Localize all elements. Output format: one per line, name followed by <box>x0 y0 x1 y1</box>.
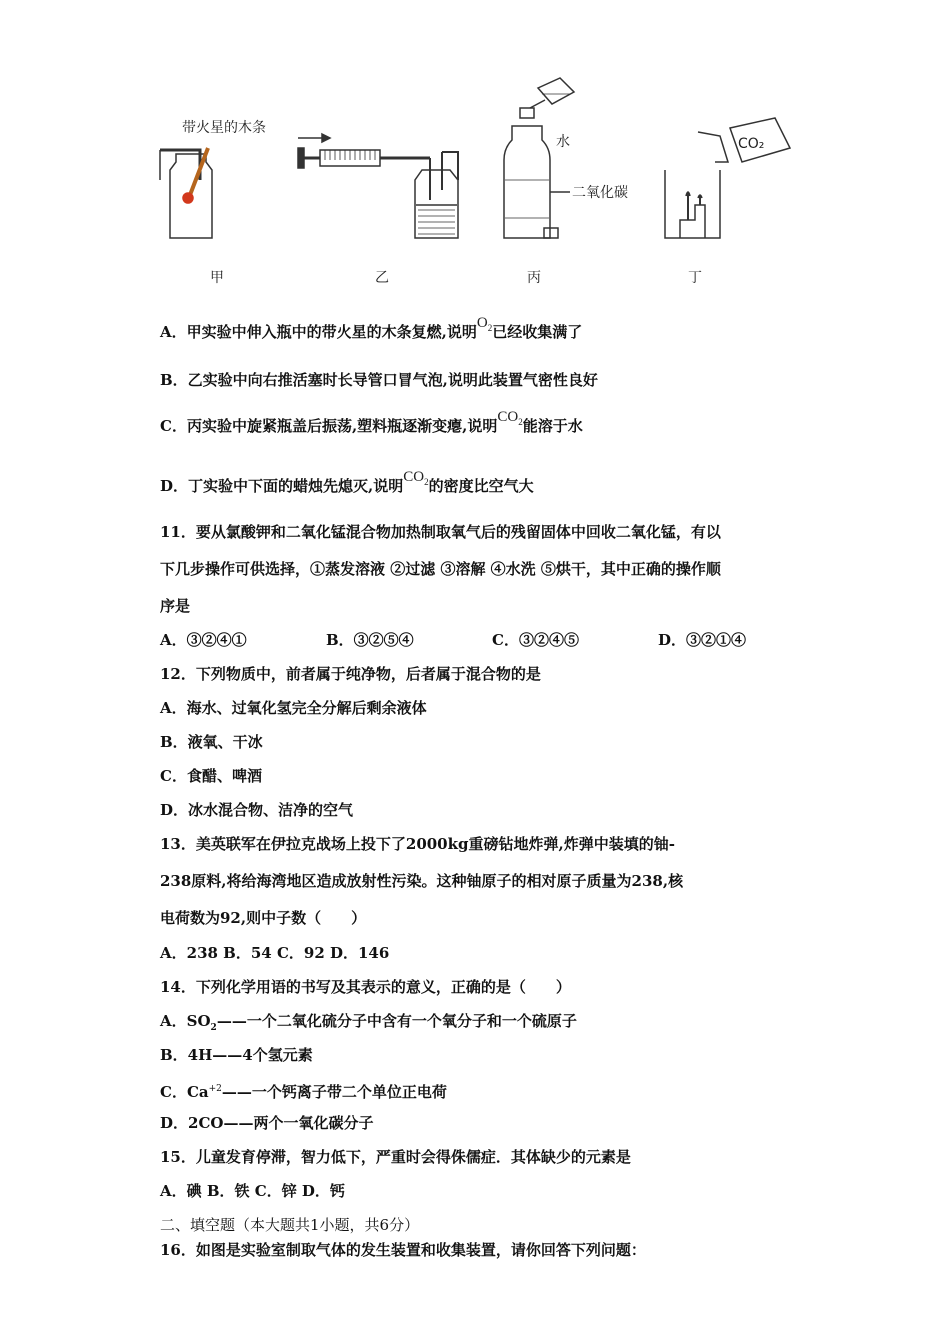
q12-stem: 12．下列物质中，前者属于纯净物，后者属于混合物的是 <box>160 665 541 683</box>
co2-box-label: CO₂ <box>738 136 765 152</box>
q10-option-a <box>160 315 583 348</box>
bing-apparatus <box>504 78 628 286</box>
q11-options <box>160 630 746 650</box>
co2-symbol-d: CO <box>403 469 425 485</box>
q14-option-c <box>160 1079 447 1102</box>
q11-option-c: C．③②④⑤ <box>492 631 579 649</box>
q12-option-a: A．海水、过氧化氢完全分解后剩余液体 <box>160 699 427 717</box>
co2-subscript-d: 2 <box>424 477 429 487</box>
q14-stem: 14．下列化学用语的书写及其表示的意义，正确的是（ ） <box>160 978 571 996</box>
co2-formula-c <box>497 407 522 432</box>
ca-charge-superscript: +2 <box>208 1084 222 1094</box>
q11-line2: 下几步操作可供选择，①蒸发溶液 ②过滤 ③溶解 ④水洗 ⑤烘干，其中正确的操作顺 <box>160 560 721 578</box>
section-heading: 二、填空题（本大题共1小题，共6分） <box>160 1216 420 1234</box>
q12-option-d: D．冰水混合物、洁净的空气 <box>160 801 354 819</box>
q10-option-c <box>160 409 583 442</box>
q10-d-tail: 的密度比空气大 <box>428 477 534 495</box>
co2-formula-d <box>403 467 428 492</box>
q14-option-d: D．2CO——两个一氧化碳分子 <box>160 1114 374 1132</box>
q11-option-b: B．③②⑤④ <box>326 631 414 649</box>
q16-stem: 16．如图是实验室制取气体的发生装置和收集装置，请你回答下列问题： <box>160 1241 646 1259</box>
q14-a-tail: ——一个二氧化硫分子中含有一个氧分子和一个硫原子 <box>216 1012 577 1030</box>
q14-option-b: B．4H——4个氢元素 <box>160 1046 313 1064</box>
q12-option-b: B．液氧、干冰 <box>160 733 263 751</box>
label-ding: 丁 <box>688 270 702 286</box>
q13-line2: 238原料,将给海湾地区造成放射性污染。这种铀原子的相对原子质量为238,核 <box>160 872 684 890</box>
q14-option-a <box>160 1011 577 1038</box>
q14-c-text: C．Ca <box>160 1083 209 1101</box>
jia-apparatus <box>160 119 266 286</box>
co2-subscript-c: 2 <box>518 417 523 427</box>
q14-a-text: A．SO <box>160 1012 211 1030</box>
q15-stem: 15．儿童发育停滞，智力低下，严重时会得侏儒症．其体缺少的元素是 <box>160 1148 631 1166</box>
q10-option-b: B．乙实验中向右推活塞时长导管口冒气泡,说明此装置气密性良好 <box>160 371 598 389</box>
q13-line3: 电荷数为92,则中子数（ ） <box>160 909 367 927</box>
q10-c-text: C．丙实验中旋紧瓶盖后振荡,塑料瓶逐渐变瘪,说明 <box>160 417 498 435</box>
q10-c-tail: 能溶于水 <box>522 417 583 435</box>
experiment-diagram <box>150 70 810 300</box>
q15-options: A．碘 B．铁 C．锌 D．钙 <box>160 1182 345 1200</box>
q11-option-a: A．③②④① <box>160 631 247 649</box>
ding-apparatus <box>665 118 790 286</box>
q13-line1: 13．美英联军在伊拉克战场上投下了2000kg重磅钻地炸弹,炸弹中装填的铀- <box>160 835 675 853</box>
o2-formula <box>477 313 492 338</box>
o2-subscript: 2 <box>487 323 493 333</box>
q12-option-c: C．食醋、啤酒 <box>160 767 262 785</box>
q10-option-d <box>160 469 534 502</box>
q13-options: A．238 B．54 C．92 D．146 <box>160 944 390 962</box>
splint-label: 带火星的木条 <box>182 120 266 136</box>
water-label: 水 <box>556 134 570 150</box>
q11-line3: 序是 <box>160 597 191 615</box>
so2-subscript: 2 <box>210 1023 217 1033</box>
label-bing: 丙 <box>527 270 541 286</box>
q11-line1: 11．要从氯酸钾和二氧化锰混合物加热制取氧气后的残留固体中回收二氧化锰，有以 <box>160 523 721 541</box>
experiment-figure <box>150 70 810 300</box>
label-yi: 乙 <box>375 270 389 286</box>
o2-symbol: O <box>476 315 488 331</box>
q14-c-tail: ——一个钙离子带二个单位正电荷 <box>221 1083 447 1101</box>
co2-symbol-c: CO <box>497 409 519 425</box>
label-jia: 甲 <box>210 270 224 286</box>
q10-a-text: A．甲实验中伸入瓶中的带火星的木条复燃,说明 <box>160 323 477 341</box>
q11-option-d: D．③②①④ <box>658 631 747 649</box>
q10-d-text: D．丁实验中下面的蜡烛先熄灭,说明 <box>160 477 404 495</box>
co2-gas-label: 二氧化碳 <box>572 185 628 201</box>
yi-apparatus <box>298 134 458 286</box>
q10-a-tail: 已经收集满了 <box>492 323 583 341</box>
